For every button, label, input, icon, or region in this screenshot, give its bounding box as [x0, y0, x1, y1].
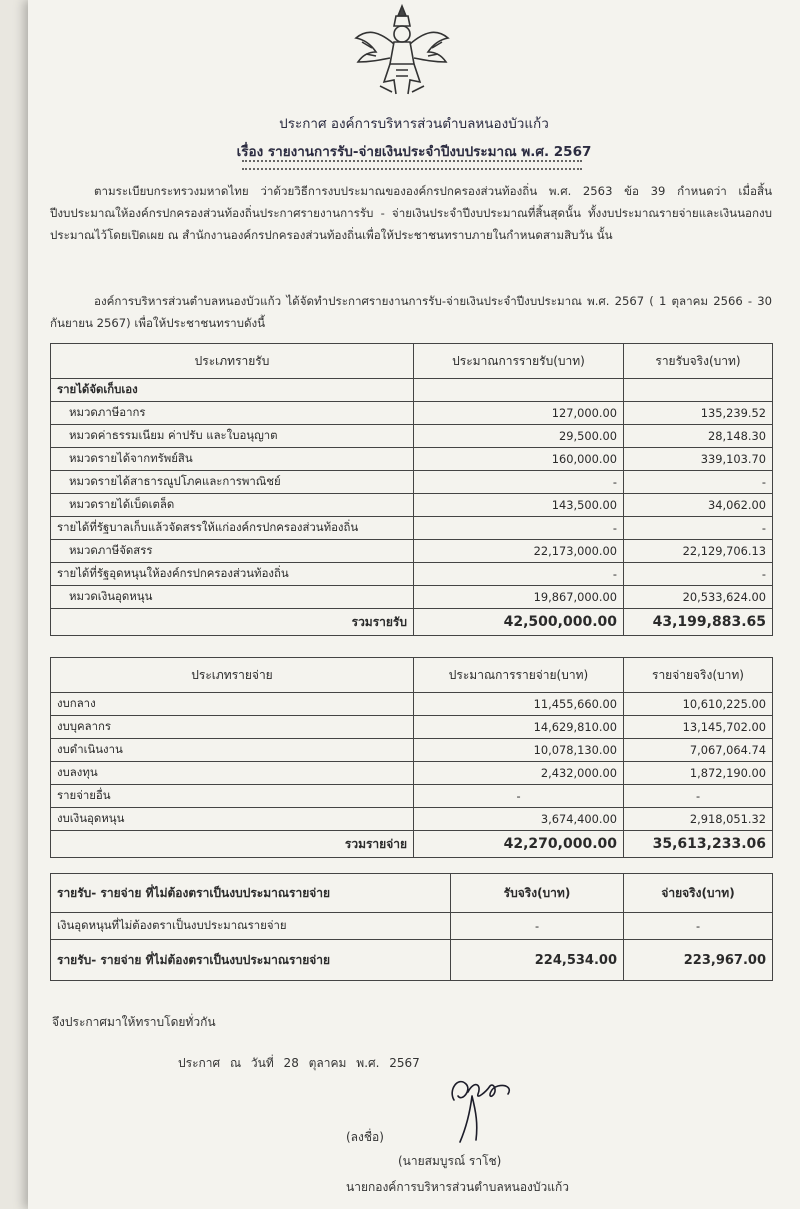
- column-header: รายจ่ายจริง(บาท): [624, 658, 773, 693]
- estimate-cell: -: [414, 517, 624, 540]
- table-row: [51, 762, 773, 785]
- actual-cell: -: [624, 517, 773, 540]
- group-label: รายได้จัดเก็บเอง: [51, 379, 414, 402]
- signatory-position: นายกองค์การบริหารส่วนตำบลหนองบัวแก้ว: [346, 1180, 569, 1194]
- table-row: [51, 586, 773, 609]
- total-actual: 35,613,233.06: [624, 831, 773, 858]
- table-row: [51, 402, 773, 425]
- row-label: หมวดเงินอุดหนุน: [51, 586, 414, 609]
- table-row: [51, 540, 773, 563]
- table-row: [51, 739, 773, 762]
- row-label: เงินอุดหนุนที่ไม่ต้องตราเป็นงบประมาณรายจ่าย: [51, 913, 451, 940]
- offbudget-table: [50, 873, 773, 981]
- column-header: จ่ายจริง(บาท): [624, 874, 773, 913]
- total-estimate: 42,270,000.00: [414, 831, 624, 858]
- table-group-row: [51, 379, 773, 402]
- estimate-cell: 160,000.00: [414, 448, 624, 471]
- table-row: [51, 716, 773, 739]
- announcement-date: ประกาศ ณ วันที่ 28 ตุลาคม พ.ศ. 2567: [178, 1056, 420, 1070]
- column-header: ประมาณการรายรับ(บาท): [414, 344, 624, 379]
- signature-icon: [428, 1062, 520, 1152]
- row-label: งบดำเนินงาน: [51, 739, 414, 762]
- actual-cell: 1,872,190.00: [624, 762, 773, 785]
- row-label: หมวดรายได้สาธารณูปโภคและการพาณิชย์: [51, 471, 414, 494]
- row-label: หมวดค่าธรรมเนียม ค่าปรับ และใบอนุญาต: [51, 425, 414, 448]
- row-label: หมวดภาษีอากร: [51, 402, 414, 425]
- row-label: งบบุคลากร: [51, 716, 414, 739]
- table-header-row: [51, 658, 773, 693]
- table-row: [51, 425, 773, 448]
- star-divider: [242, 160, 582, 170]
- expense-total-row: [51, 831, 773, 858]
- total-estimate: 42,500,000.00: [414, 609, 624, 636]
- signed-label: (ลงชื่อ): [346, 1130, 384, 1144]
- total-label: รวมรายจ่าย: [51, 831, 414, 858]
- table-row: [51, 563, 773, 586]
- estimate-cell: -: [414, 471, 624, 494]
- total-received: 224,534.00: [451, 940, 624, 981]
- column-header: ประมาณการรายจ่าย(บาท): [414, 658, 624, 693]
- actual-cell: 7,067,064.74: [624, 739, 773, 762]
- table-header-row: [51, 344, 773, 379]
- report-paragraph: องค์การบริหารส่วนตำบลหนองบัวแก้ว ได้จัดทำประกาศรายงานการรับ-จ่ายเงินประจำปีงบประมาณ พ.ศ. 2567 ( 1 ตุลาคม 2566 - 30 กันยายน 2567) เพื่อให้ประชาชนทราบดังนี้: [50, 294, 772, 330]
- estimate-cell: 2,432,000.00: [414, 762, 624, 785]
- intro-paragraph: ตามระเบียบกระทรวงมหาดไทย ว่าด้วยวิธีการงบประมาณขององค์กรปกครองส่วนท้องถิ่น พ.ศ. 2563 ข้อ 39 กำหนดว่า เมื่อสิ้นปีงบประมาณให้องค์กรปกครองส่วนท้องถิ่นประกาศรายงานการรับ - จ่ายเงินประจำปีงบประมาณที่สิ้นสุดนั้น ทั้งงบประมาณรายจ่ายและเงินนอกงบประมาณไว้โดยเปิดเผย ณ สำนักงานองค์กรปกครองส่วนท้องถิ่นเพื่อให้ประชาชนทราบภายในกำหนดสามสิบวัน นั้น: [50, 184, 772, 242]
- garuda-emblem-icon: [350, 2, 454, 102]
- row-label: งบลงทุน: [51, 762, 414, 785]
- column-header: รับจริง(บาท): [451, 874, 624, 913]
- income-total-row: [51, 609, 773, 636]
- row-label: หมวดรายได้เบ็ดเตล็ด: [51, 494, 414, 517]
- column-header: ประเภทรายจ่าย: [51, 658, 414, 693]
- table-row: [51, 785, 773, 808]
- announcement-title: ประกาศ องค์การบริหารส่วนตำบลหนองบัวแก้ว: [279, 116, 549, 132]
- actual-cell: 339,103.70: [624, 448, 773, 471]
- estimate-cell: 3,674,400.00: [414, 808, 624, 831]
- income-table: [50, 343, 773, 636]
- actual-cell: -: [624, 785, 773, 808]
- column-header: รายรับ- รายจ่าย ที่ไม่ต้องตราเป็นงบประมาณรายจ่าย: [51, 874, 451, 913]
- actual-cell: -: [624, 563, 773, 586]
- actual-cell: 2,918,051.32: [624, 808, 773, 831]
- column-header: รายรับจริง(บาท): [624, 344, 773, 379]
- total-label: รวมรายรับ: [51, 609, 414, 636]
- table-row: [51, 494, 773, 517]
- actual-cell: 28,148.30: [624, 425, 773, 448]
- actual-cell: 13,145,702.00: [624, 716, 773, 739]
- estimate-cell: 143,500.00: [414, 494, 624, 517]
- total-label: รายรับ- รายจ่าย ที่ไม่ต้องตราเป็นงบประมาณรายจ่าย: [51, 940, 451, 981]
- table-row: [51, 517, 773, 540]
- actual-cell: 22,129,706.13: [624, 540, 773, 563]
- actual-cell: 10,610,225.00: [624, 693, 773, 716]
- actual-cell: -: [624, 471, 773, 494]
- row-label: รายได้ที่รัฐอุดหนุนให้องค์กรปกครองส่วนท้องถิ่น: [51, 563, 414, 586]
- row-label: หมวดภาษีจัดสรร: [51, 540, 414, 563]
- estimate-cell: -: [414, 785, 624, 808]
- paid-cell: -: [624, 913, 773, 940]
- signatory-name: (นายสมบูรณ์ ราโช): [398, 1154, 502, 1168]
- actual-cell: 20,533,624.00: [624, 586, 773, 609]
- document-page: [28, 0, 800, 1209]
- table-row: [51, 913, 773, 940]
- estimate-cell: 29,500.00: [414, 425, 624, 448]
- expense-table: [50, 657, 773, 858]
- table-row: [51, 693, 773, 716]
- actual-cell: 34,062.00: [624, 494, 773, 517]
- estimate-cell: 11,455,660.00: [414, 693, 624, 716]
- offbudget-total-row: [51, 940, 773, 981]
- row-label: รายจ่ายอื่น: [51, 785, 414, 808]
- table-row: [51, 448, 773, 471]
- table-row: [51, 808, 773, 831]
- row-label: หมวดรายได้จากทรัพย์สิน: [51, 448, 414, 471]
- row-label: งบเงินอุดหนุน: [51, 808, 414, 831]
- table-row: [51, 471, 773, 494]
- total-actual: 43,199,883.65: [624, 609, 773, 636]
- estimate-cell: -: [414, 563, 624, 586]
- estimate-cell: 14,629,810.00: [414, 716, 624, 739]
- announcement-subject: เรื่อง รายงานการรับ-จ่ายเงินประจำปีงบประมาณ พ.ศ. 2567: [236, 144, 592, 160]
- row-label: งบกลาง: [51, 693, 414, 716]
- row-label: รายได้ที่รัฐบาลเก็บแล้วจัดสรรให้แก่องค์กรปกครองส่วนท้องถิ่น: [51, 517, 414, 540]
- received-cell: -: [451, 913, 624, 940]
- actual-cell: 135,239.52: [624, 402, 773, 425]
- estimate-cell: 10,078,130.00: [414, 739, 624, 762]
- estimate-cell: 127,000.00: [414, 402, 624, 425]
- estimate-cell: 22,173,000.00: [414, 540, 624, 563]
- column-header: ประเภทรายรับ: [51, 344, 414, 379]
- total-paid: 223,967.00: [624, 940, 773, 981]
- closing-statement: จึงประกาศมาให้ทราบโดยทั่วกัน: [52, 1015, 216, 1029]
- estimate-cell: 19,867,000.00: [414, 586, 624, 609]
- table-header-row: [51, 874, 773, 913]
